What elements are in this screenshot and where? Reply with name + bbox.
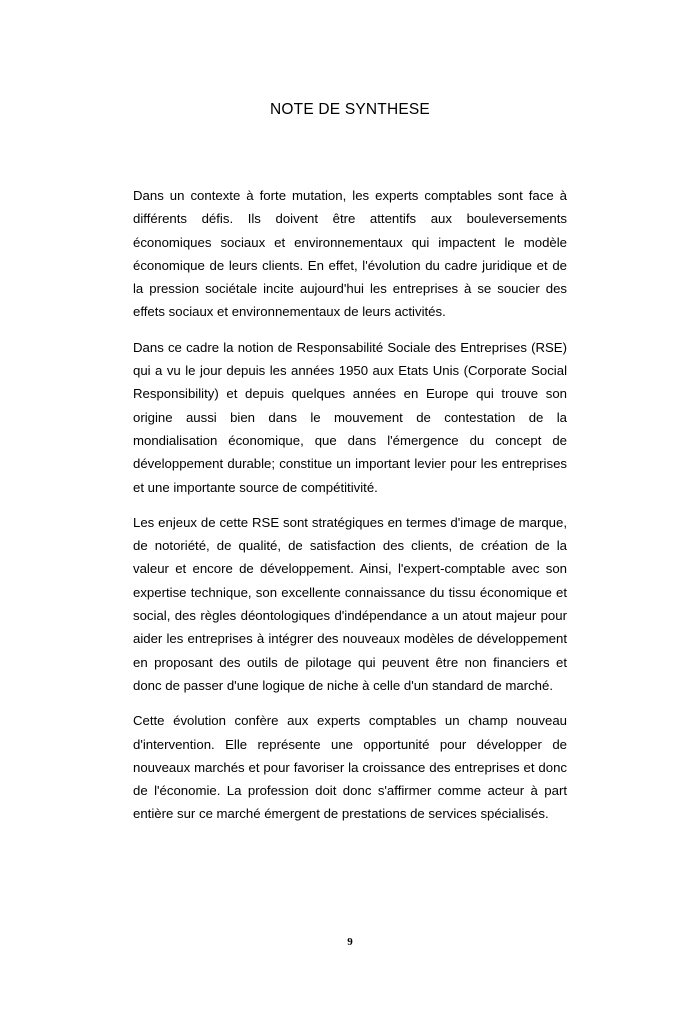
body-text: [133, 184, 567, 838]
paragraph-2: Dans ce cadre la notion de Responsabilité Sociale des Entreprises (RSE) qui a vu le jour depuis les années 1950 aux Etats Unis (Corporate Social Responsibility) et depuis quelques années en Europe qui trouve son origine aussi bien dans le mouvement de contestation de la mondialisation économique, que dans l'émergence du concept de développement durable; constitue un important levier pour les entreprises et une importante source de compétitivité.: [133, 339, 567, 495]
paragraph-4: Cette évolution confère aux experts comptables un champ nouveau d'intervention. Elle représente une opportunité pour développer de nouveaux marchés et pour favoriser la croissance des entreprises et donc de l'économie. La profession doit donc s'affirmer comme acteur à part entière sur ce marché émergent de prestations de services spécialisés.: [133, 713, 567, 822]
paragraph-3: Les enjeux de cette RSE sont stratégiques en termes d'image de marque, de notoriété, de qualité, de satisfaction des clients, de création de la valeur et encore de développement. Ainsi, l'expert-comptable avec son expertise technique, son excellente connaissance du tissu économique et social, des règles déontologiques d'indépendance a un atout majeur pour aider les entreprises à intégrer des nouveaux modèles de développement en proposant des outils de pilotage qui peuvent être non financiers et donc de passer d'une logique de niche à celle d'un standard de marché.: [133, 514, 567, 693]
page-number: 9: [347, 936, 353, 948]
page-title: NOTE DE SYNTHESE: [270, 101, 430, 118]
paragraph-1: Dans un contexte à forte mutation, les experts comptables sont face à différents défis. Ils doivent être attentifs aux bouleversements économiques sociaux et environnementaux qui impactent le modèle économique de leurs clients. En effet, l'évolution du cadre juridique et de la pression sociétale incite aujourd'hui les entreprises à se soucier des effets sociaux et environnementaux de leurs activités.: [133, 188, 567, 320]
